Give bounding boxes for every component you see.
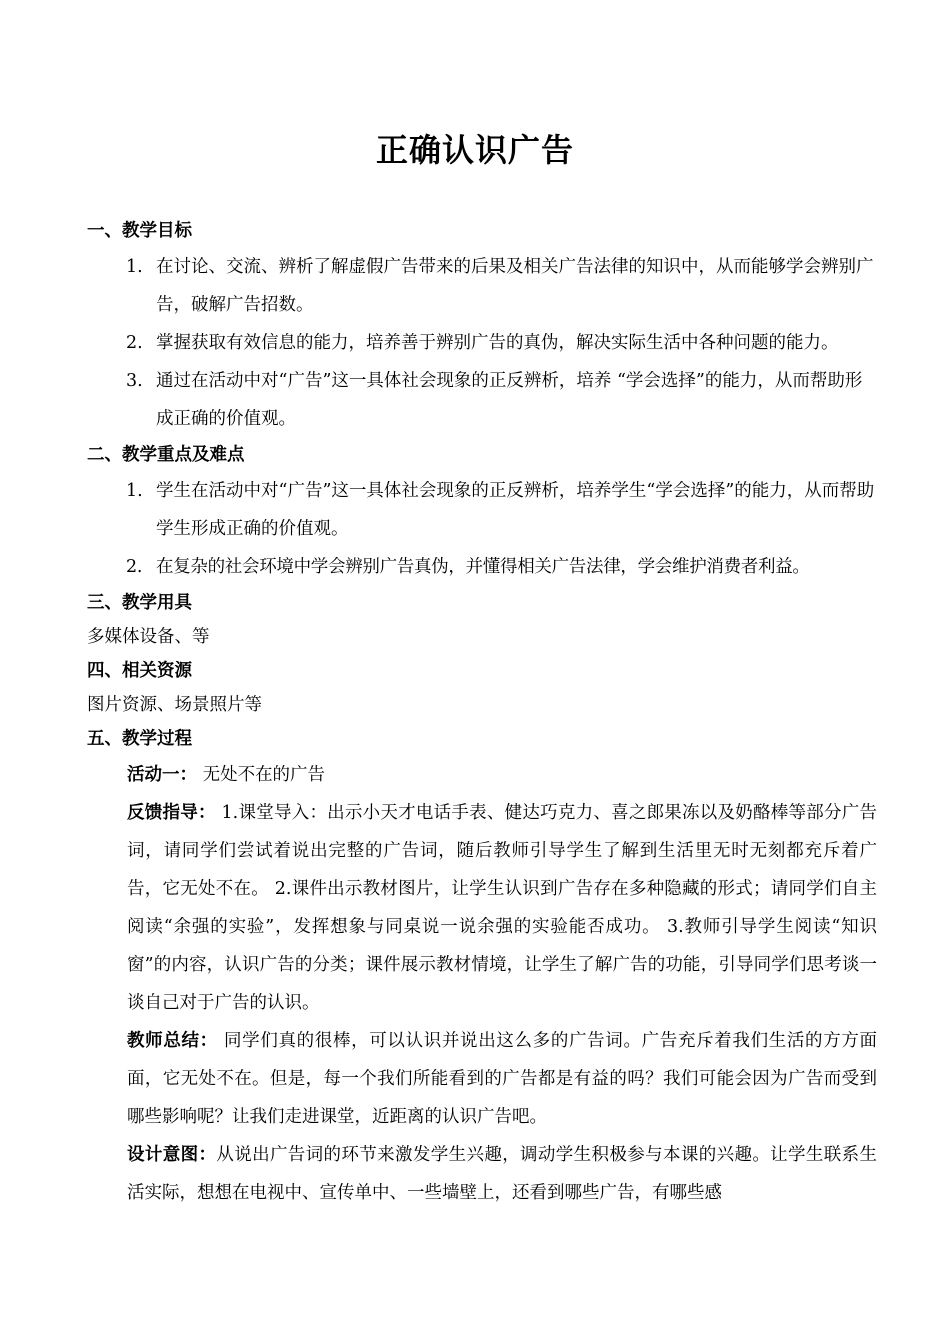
activity-paragraph <box>87 756 877 794</box>
key-points-list <box>87 472 877 586</box>
activity-text: 无处不在的广告 <box>197 765 326 785</box>
summary-text: 同学们真的很棒，可以认识并说出这么多的广告词。广告充斥着我们生活的方方面面，它无处不在。但是，每一个我们所能看到的广告都是有益的吗？我们可能会因为广告而受到哪些影响呢？让我们走进课堂，近距离的认识广告吧。 <box>127 1031 878 1127</box>
document-title: 正确认识广告 <box>375 131 574 169</box>
activity-label: 活动一： <box>127 765 197 785</box>
section-heading-tools: 三、教学用具 <box>87 593 192 613</box>
list-item-number: 2. <box>126 333 143 353</box>
list-item-text: 学生在活动中对“广告”这一具体社会现象的正反辨析，培养学生“学会选择”的能力，从而帮助学生形成正确的价值观。 <box>156 481 875 539</box>
section-heading-process: 五、教学过程 <box>87 729 192 749</box>
document-body <box>87 214 877 1212</box>
list-item-text: 掌握获取有效信息的能力，培养善于辨别广告的真伪，解决实际生活中各种问题的能力。 <box>156 333 839 353</box>
list-item-text: 在复杂的社会环境中学会辨别广告真伪，并懂得相关广告法律，学会维护消费者利益。 <box>156 557 810 577</box>
section-heading-key-points: 二、教学重点及难点 <box>87 445 245 465</box>
objectives-list <box>87 248 877 438</box>
list-item <box>87 548 877 586</box>
list-item-number: 1. <box>126 481 143 501</box>
list-item-text: 通过在活动中对“广告”这一具体社会现象的正反辨析，培养 “学会选择”的能力，从而帮助形成正确的价值观。 <box>156 371 863 429</box>
list-item-text: 在讨论、交流、辨析了解虚假广告带来的后果及相关广告法律的知识中，从而能够学会辨别广告，破解广告招数。 <box>156 257 874 315</box>
section-heading-objectives: 一、教学目标 <box>87 221 192 241</box>
tools-text: 多媒体设备、等 <box>87 627 210 647</box>
list-item <box>87 362 877 438</box>
intent-label: 设计意图： <box>127 1145 217 1165</box>
feedback-label: 反馈指导： <box>127 803 216 823</box>
section-heading-resources: 四、相关资源 <box>87 661 192 681</box>
list-item <box>87 248 877 324</box>
list-item <box>87 472 877 548</box>
summary-paragraph <box>87 1022 877 1136</box>
list-item <box>87 324 877 362</box>
resources-text: 图片资源、场景照片等 <box>87 695 262 715</box>
list-item-number: 3. <box>126 371 143 391</box>
list-item-number: 1. <box>126 257 143 277</box>
feedback-paragraph <box>87 794 877 1022</box>
intent-paragraph <box>87 1136 877 1212</box>
intent-text: 从说出广告词的环节来激发学生兴趣，调动学生积极参与本课的兴趣。让学生联系生活实际，想想在电视中、宣传单中、一些墙壁上，还看到哪些广告，有哪些感 <box>127 1145 878 1203</box>
summary-label: 教师总结： <box>127 1031 218 1051</box>
list-item-number: 2. <box>126 557 143 577</box>
feedback-text: 1.课堂导入：出示小天才电话手表、健达巧克力、喜之郎果冻以及奶酪棒等部分广告词，请同学们尝试着说出完整的广告词，随后教师引导学生了解到生活里无时无刻都充斥着广告，它无处不在。 2.课件出示教材图片，让学生认识到广告存在多种隐藏的形式；请同学们自主阅读“余强的实验”，发挥想象与同桌说一说余强的实验能否成功。 3.教师引导学生阅读“知识窗”的内容，认识广告的分类；课件展示教材情境，让学生了解广告的功能，引导同学们思考谈一谈自己对于广告的认识。 <box>127 803 877 1013</box>
